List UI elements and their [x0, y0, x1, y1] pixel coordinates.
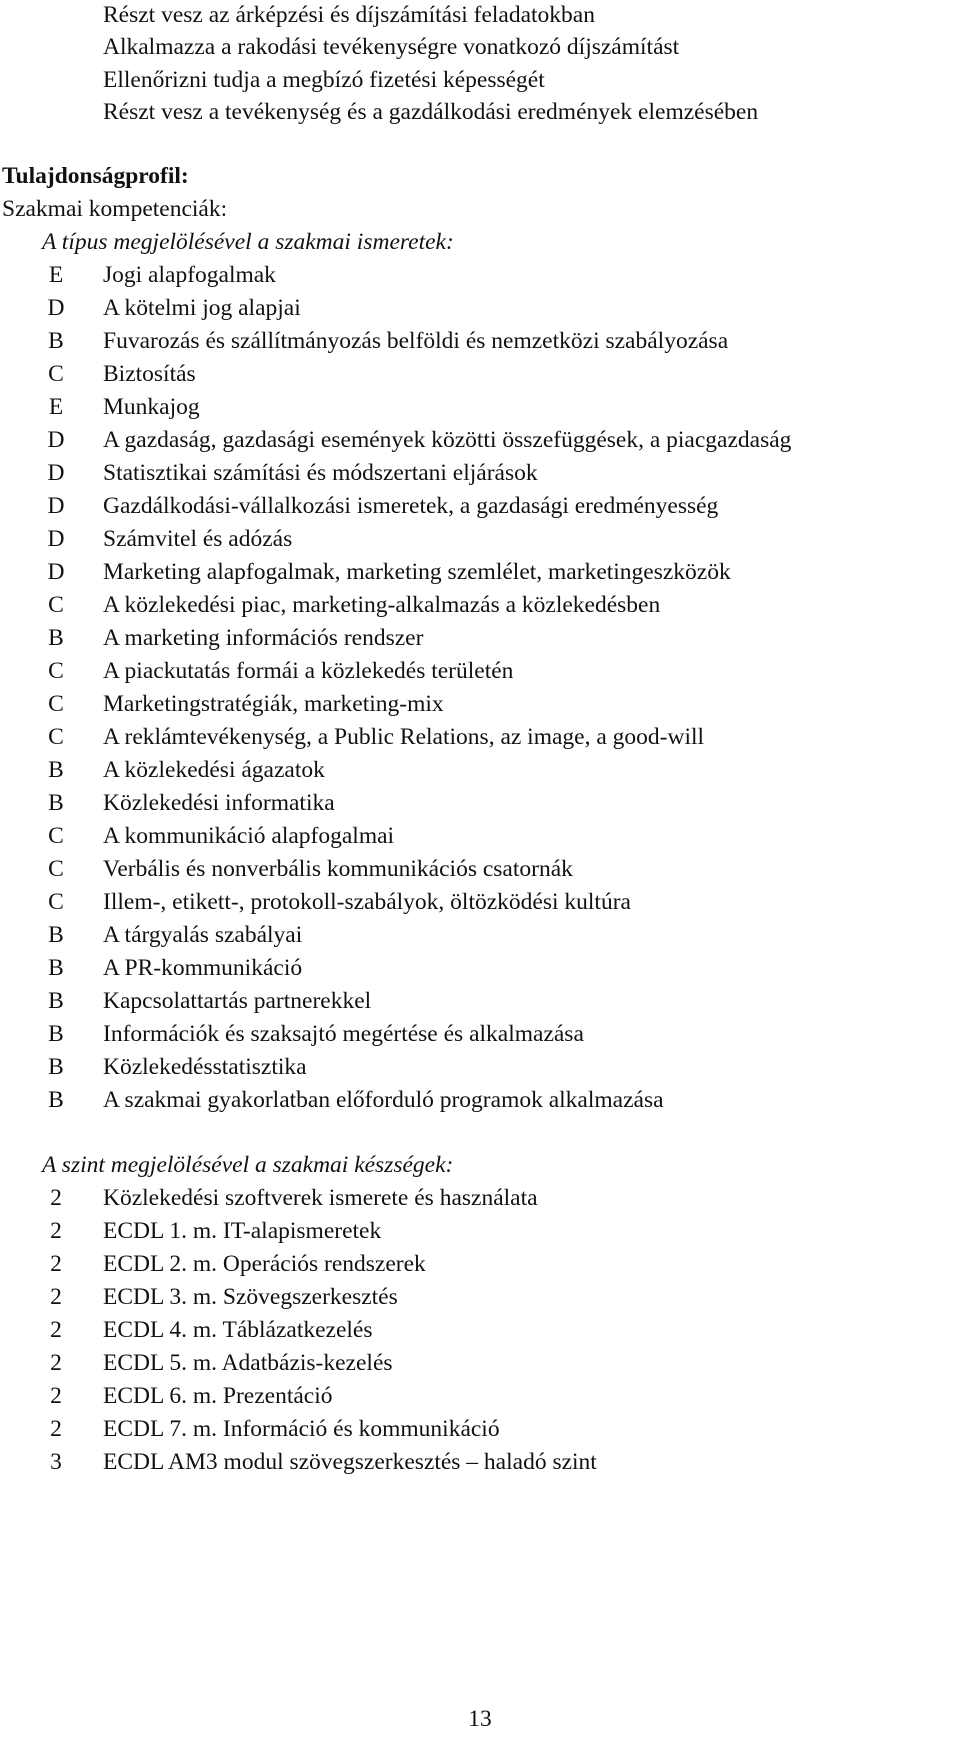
- item-text: A szakmai gyakorlatban előforduló programok alkalmazása: [103, 1087, 664, 1113]
- type-code: C: [48, 658, 64, 684]
- type-code: B: [48, 625, 64, 651]
- level-code: 2: [50, 1284, 62, 1310]
- item-text: Verbális és nonverbális kommunikációs csatornák: [103, 856, 573, 882]
- item-text: ECDL 4. m. Táblázatkezelés: [103, 1317, 373, 1343]
- type-code: B: [48, 988, 64, 1014]
- item-text: ECDL 6. m. Prezentáció: [103, 1383, 333, 1409]
- type-code: D: [47, 493, 65, 519]
- item-text: A reklámtevékenység, a Public Relations, az image, a good-will: [103, 724, 705, 750]
- type-code: B: [48, 328, 64, 354]
- item-text: Biztosítás: [103, 361, 196, 387]
- item-text: ECDL 7. m. Információ és kommunikáció: [103, 1416, 500, 1442]
- knowledge-title: A típus megjelölésével a szakmai ismeretek:: [42, 229, 454, 255]
- level-code: 2: [50, 1185, 62, 1211]
- type-code: C: [48, 724, 64, 750]
- item-text: Munkajog: [103, 394, 200, 420]
- intro-line: Részt vesz az árképzési és díjszámítási feladatokban: [103, 2, 595, 28]
- type-code: C: [48, 889, 64, 915]
- intro-line: Ellenőrizni tudja a megbízó fizetési képességét: [103, 67, 545, 93]
- type-code: C: [48, 361, 64, 387]
- type-code: B: [48, 1087, 64, 1113]
- type-code: D: [47, 427, 65, 453]
- type-code: E: [48, 262, 64, 288]
- item-text: Marketing alapfogalmak, marketing szemlélet, marketingeszközök: [103, 559, 731, 585]
- type-code: D: [47, 295, 65, 321]
- page-number: 13: [468, 1706, 492, 1732]
- type-code: C: [48, 856, 64, 882]
- intro-line: Részt vesz a tevékenység és a gazdálkodási eredmények elemzésében: [103, 99, 759, 125]
- item-text: A közlekedési ágazatok: [103, 757, 325, 783]
- item-text: Gazdálkodási-vállalkozási ismeretek, a gazdasági eredményesség: [103, 493, 719, 519]
- item-text: ECDL 2. m. Operációs rendszerek: [103, 1251, 426, 1277]
- item-text: A marketing információs rendszer: [103, 625, 424, 651]
- item-text: Információk és szaksajtó megértése és alkalmazása: [103, 1021, 584, 1047]
- type-code: B: [48, 790, 64, 816]
- type-code: E: [48, 394, 64, 420]
- type-code: B: [48, 922, 64, 948]
- item-text: A PR-kommunikáció: [103, 955, 303, 981]
- item-text: ECDL 3. m. Szövegszerkesztés: [103, 1284, 398, 1310]
- item-text: Közlekedésstatisztika: [103, 1054, 307, 1080]
- item-text: Jogi alapfogalmak: [103, 262, 276, 288]
- level-code: 2: [50, 1383, 62, 1409]
- type-code: B: [48, 1054, 64, 1080]
- type-code: C: [48, 691, 64, 717]
- type-code: C: [48, 823, 64, 849]
- competencies-label: Szakmai kompetenciák:: [2, 196, 228, 222]
- item-text: A közlekedési piac, marketing-alkalmazás a közlekedésben: [103, 592, 661, 618]
- item-text: A piackutatás formái a közlekedés területén: [103, 658, 514, 684]
- level-code: 2: [50, 1317, 62, 1343]
- item-text: Marketingstratégiák, marketing-mix: [103, 691, 444, 717]
- type-code: B: [48, 955, 64, 981]
- level-code: 2: [50, 1416, 62, 1442]
- type-code: D: [47, 460, 65, 486]
- type-code: B: [48, 757, 64, 783]
- item-text: A gazdaság, gazdasági események közötti összefüggések, a piacgazdaság: [103, 427, 792, 453]
- type-code: B: [48, 1021, 64, 1047]
- item-text: ECDL 1. m. IT-alapismeretek: [103, 1218, 382, 1244]
- type-code: D: [47, 559, 65, 585]
- item-text: Számvitel és adózás: [103, 526, 293, 552]
- level-code: 2: [50, 1218, 62, 1244]
- item-text: A kötelmi jog alapjai: [103, 295, 301, 321]
- level-code: 2: [50, 1251, 62, 1277]
- item-text: Kapcsolattartás partnerekkel: [103, 988, 372, 1014]
- intro-line: Alkalmazza a rakodási tevékenységre vonatkozó díjszámítást: [103, 34, 680, 60]
- item-text: ECDL AM3 modul szövegszerkesztés – haladó szint: [103, 1449, 597, 1475]
- profile-heading: Tulajdonságprofil:: [2, 163, 189, 189]
- skills-title: A szint megjelölésével a szakmai készségek:: [42, 1152, 454, 1178]
- item-text: ECDL 5. m. Adatbázis-kezelés: [103, 1350, 393, 1376]
- level-code: 3: [50, 1449, 62, 1475]
- item-text: A kommunikáció alapfogalmai: [103, 823, 395, 849]
- level-code: 2: [50, 1350, 62, 1376]
- item-text: Illem-, etikett-, protokoll-szabályok, öltözködési kultúra: [103, 889, 631, 915]
- item-text: A tárgyalás szabályai: [103, 922, 303, 948]
- item-text: Statisztikai számítási és módszertani eljárások: [103, 460, 538, 486]
- item-text: Közlekedési informatika: [103, 790, 335, 816]
- type-code: C: [48, 592, 64, 618]
- type-code: D: [47, 526, 65, 552]
- item-text: Közlekedési szoftverek ismerete és használata: [103, 1185, 538, 1211]
- item-text: Fuvarozás és szállítmányozás belföldi és nemzetközi szabályozása: [103, 328, 729, 354]
